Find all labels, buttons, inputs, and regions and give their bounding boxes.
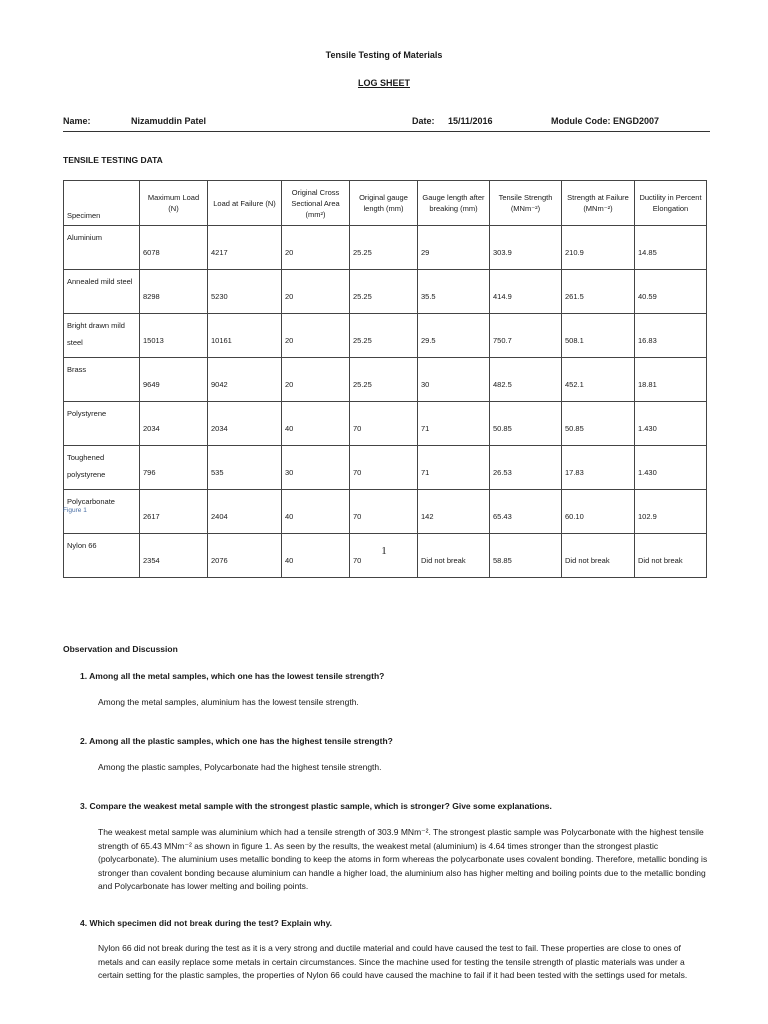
cell-gauge-after: 29 bbox=[418, 226, 490, 270]
cell-gauge-after: 71 bbox=[418, 402, 490, 446]
cell-gauge-after: 142 bbox=[418, 490, 490, 534]
cell-load-failure: 2404 bbox=[208, 490, 282, 534]
header-max-load: Maximum Load (N) bbox=[140, 181, 208, 226]
cell-tensile: 58.85 bbox=[490, 534, 562, 578]
cell-max-load: 6078 bbox=[140, 226, 208, 270]
cell-load-failure: 10161 bbox=[208, 314, 282, 358]
cell-area: 40 bbox=[282, 490, 350, 534]
cell-specimen: Polycarbonate bbox=[64, 490, 140, 534]
question-2: 2. Among all the plastic samples, which one has the highest tensile strength? bbox=[80, 736, 393, 746]
cell-ductility: Did not break bbox=[635, 534, 707, 578]
cell-gauge-after: 35.5 bbox=[418, 270, 490, 314]
cell-ductility: 16.83 bbox=[635, 314, 707, 358]
header-tensile-strength: Tensile Strength (MNm⁻²) bbox=[490, 181, 562, 226]
cell-load-failure: 4217 bbox=[208, 226, 282, 270]
cell-tensile: 303.9 bbox=[490, 226, 562, 270]
cell-specimen: Bright drawn mild steel bbox=[64, 314, 140, 358]
cell-area: 20 bbox=[282, 270, 350, 314]
cell-strength-failure: 508.1 bbox=[562, 314, 635, 358]
cell-specimen: Brass bbox=[64, 358, 140, 402]
answer-4: Nylon 66 did not break during the test as it is a very strong and ductile material and could have caused the test to fail. These properties are close to ones of metals and can easily replace some metals in certain circumstances. Since the machine used for testing the tensile strength of plastic materials was under a certain setting for the plastic samples, the properties of Nylon 66 could have caused the machine to fail if it had been tested with the settings used for metals. bbox=[98, 943, 688, 980]
cell-specimen: Nylon 66 bbox=[64, 534, 140, 578]
cell-ductility: 18.81 bbox=[635, 358, 707, 402]
cell-gauge-after: 29.5 bbox=[418, 314, 490, 358]
cell-tensile: 26.53 bbox=[490, 446, 562, 490]
cell-area: 40 bbox=[282, 534, 350, 578]
header-orig-gauge: Original gauge length (mm) bbox=[350, 181, 418, 226]
section-title: TENSILE TESTING DATA bbox=[63, 155, 163, 165]
cell-area: 20 bbox=[282, 226, 350, 270]
cell-load-failure: 535 bbox=[208, 446, 282, 490]
cell-gauge: 25.25 bbox=[350, 270, 418, 314]
cell-ductility: 102.9 bbox=[635, 490, 707, 534]
name-value: Nizamuddin Patel bbox=[131, 116, 207, 126]
cell-specimen: Aluminium bbox=[64, 226, 140, 270]
cell-gauge: 70 bbox=[350, 534, 418, 578]
cell-specimen: Polystyrene bbox=[64, 402, 140, 446]
cell-tensile: 50.85 bbox=[490, 402, 562, 446]
table-row bbox=[64, 446, 707, 490]
cell-max-load: 15013 bbox=[140, 314, 208, 358]
cell-load-failure: 9042 bbox=[208, 358, 282, 402]
cell-specimen: Toughened polystyrene bbox=[64, 446, 140, 490]
cell-gauge-after: Did not break bbox=[418, 534, 490, 578]
page-number: 1 bbox=[381, 545, 387, 557]
cell-strength-failure: 50.85 bbox=[562, 402, 635, 446]
cell-gauge: 70 bbox=[350, 490, 418, 534]
table-row bbox=[64, 270, 707, 314]
cell-load-failure: 2076 bbox=[208, 534, 282, 578]
document-title: Tensile Testing of Materials bbox=[325, 50, 443, 60]
cell-gauge: 25.25 bbox=[350, 226, 418, 270]
cell-gauge: 70 bbox=[350, 446, 418, 490]
cell-tensile: 482.5 bbox=[490, 358, 562, 402]
tensile-data-table bbox=[63, 180, 707, 578]
discussion-title: Observation and Discussion bbox=[63, 644, 178, 654]
question-3: 3. Compare the weakest metal sample with the strongest plastic sample, which is stronger? Give some explanations. bbox=[80, 801, 552, 811]
table-row bbox=[64, 314, 707, 358]
cell-tensile: 65.43 bbox=[490, 490, 562, 534]
answer-3: The weakest metal sample was aluminium which had a tensile strength of 303.9 MNm⁻². The strongest plastic sample was Polycarbonate with the highest tensile strength of 65.43 MNm⁻² as shown in figure 1. As seen by the results, the weakest metal (aluminium) is 4.64 times stronger than the strongest plastic (polycarbonate). The aluminium uses metallic bonding to keep the atoms in form whereas the polycarbonate uses covalent bonding. Therefore, metallic bonding is stronger than covalent bonding because aluminium can handle a higher load, the aluminium also has higher melting and boiling points due to the metallic bonding and Polycarbonate has lower melting and boiling points. bbox=[98, 827, 708, 891]
header-strength-failure: Strength at Failure (MNm⁻²) bbox=[562, 181, 635, 226]
header-gauge-after: Gauge length after breaking (mm) bbox=[418, 181, 490, 226]
cell-area: 30 bbox=[282, 446, 350, 490]
question-1: 1. Among all the metal samples, which one has the lowest tensile strength? bbox=[80, 671, 385, 681]
table-row bbox=[64, 226, 707, 270]
cell-max-load: 796 bbox=[140, 446, 208, 490]
figure-label: Figure 1 bbox=[63, 507, 87, 514]
header-specimen: Specimen bbox=[64, 181, 140, 226]
date-value: 15/11/2016 bbox=[448, 116, 493, 126]
cell-area: 40 bbox=[282, 402, 350, 446]
question-4: 4. Which specimen did not break during the test? Explain why. bbox=[80, 918, 333, 928]
cell-strength-failure: 17.83 bbox=[562, 446, 635, 490]
header-orig-area: Original Cross Sectional Area (mm²) bbox=[282, 181, 350, 226]
date-label: Date: bbox=[412, 116, 435, 126]
cell-strength-failure: Did not break bbox=[562, 534, 635, 578]
cell-max-load: 8298 bbox=[140, 270, 208, 314]
cell-load-failure: 2034 bbox=[208, 402, 282, 446]
name-label: Name: bbox=[63, 116, 91, 126]
cell-max-load: 2034 bbox=[140, 402, 208, 446]
cell-area: 20 bbox=[282, 358, 350, 402]
cell-max-load: 2617 bbox=[140, 490, 208, 534]
cell-strength-failure: 210.9 bbox=[562, 226, 635, 270]
cell-gauge: 25.25 bbox=[350, 314, 418, 358]
answer-1: Among the metal samples, aluminium has the lowest tensile strength. bbox=[98, 697, 359, 707]
cell-max-load: 9649 bbox=[140, 358, 208, 402]
header-ductility: Ductility in Percent Elongation bbox=[635, 181, 707, 226]
cell-strength-failure: 60.10 bbox=[562, 490, 635, 534]
header-load-failure: Load at Failure (N) bbox=[208, 181, 282, 226]
cell-ductility: 1.430 bbox=[635, 402, 707, 446]
table-header-row bbox=[64, 181, 707, 226]
cell-gauge-after: 71 bbox=[418, 446, 490, 490]
cell-ductility: 14.85 bbox=[635, 226, 707, 270]
cell-strength-failure: 261.5 bbox=[562, 270, 635, 314]
cell-ductility: 40.59 bbox=[635, 270, 707, 314]
cell-ductility: 1.430 bbox=[635, 446, 707, 490]
cell-tensile: 750.7 bbox=[490, 314, 562, 358]
table-row bbox=[64, 490, 707, 534]
cell-gauge: 70 bbox=[350, 402, 418, 446]
cell-max-load: 2354 bbox=[140, 534, 208, 578]
cell-specimen: Annealed mild steel bbox=[64, 270, 140, 314]
header-divider bbox=[63, 131, 710, 132]
cell-strength-failure: 452.1 bbox=[562, 358, 635, 402]
cell-tensile: 414.9 bbox=[490, 270, 562, 314]
cell-area: 20 bbox=[282, 314, 350, 358]
log-sheet-heading: LOG SHEET bbox=[357, 78, 410, 88]
cell-gauge-after: 30 bbox=[418, 358, 490, 402]
module-code: Module Code: ENGD2007 bbox=[551, 116, 660, 126]
cell-load-failure: 5230 bbox=[208, 270, 282, 314]
table-row bbox=[64, 358, 707, 402]
answer-2: Among the plastic samples, Polycarbonate had the highest tensile strength. bbox=[98, 762, 382, 772]
table-row bbox=[64, 402, 707, 446]
cell-gauge: 25.25 bbox=[350, 358, 418, 402]
